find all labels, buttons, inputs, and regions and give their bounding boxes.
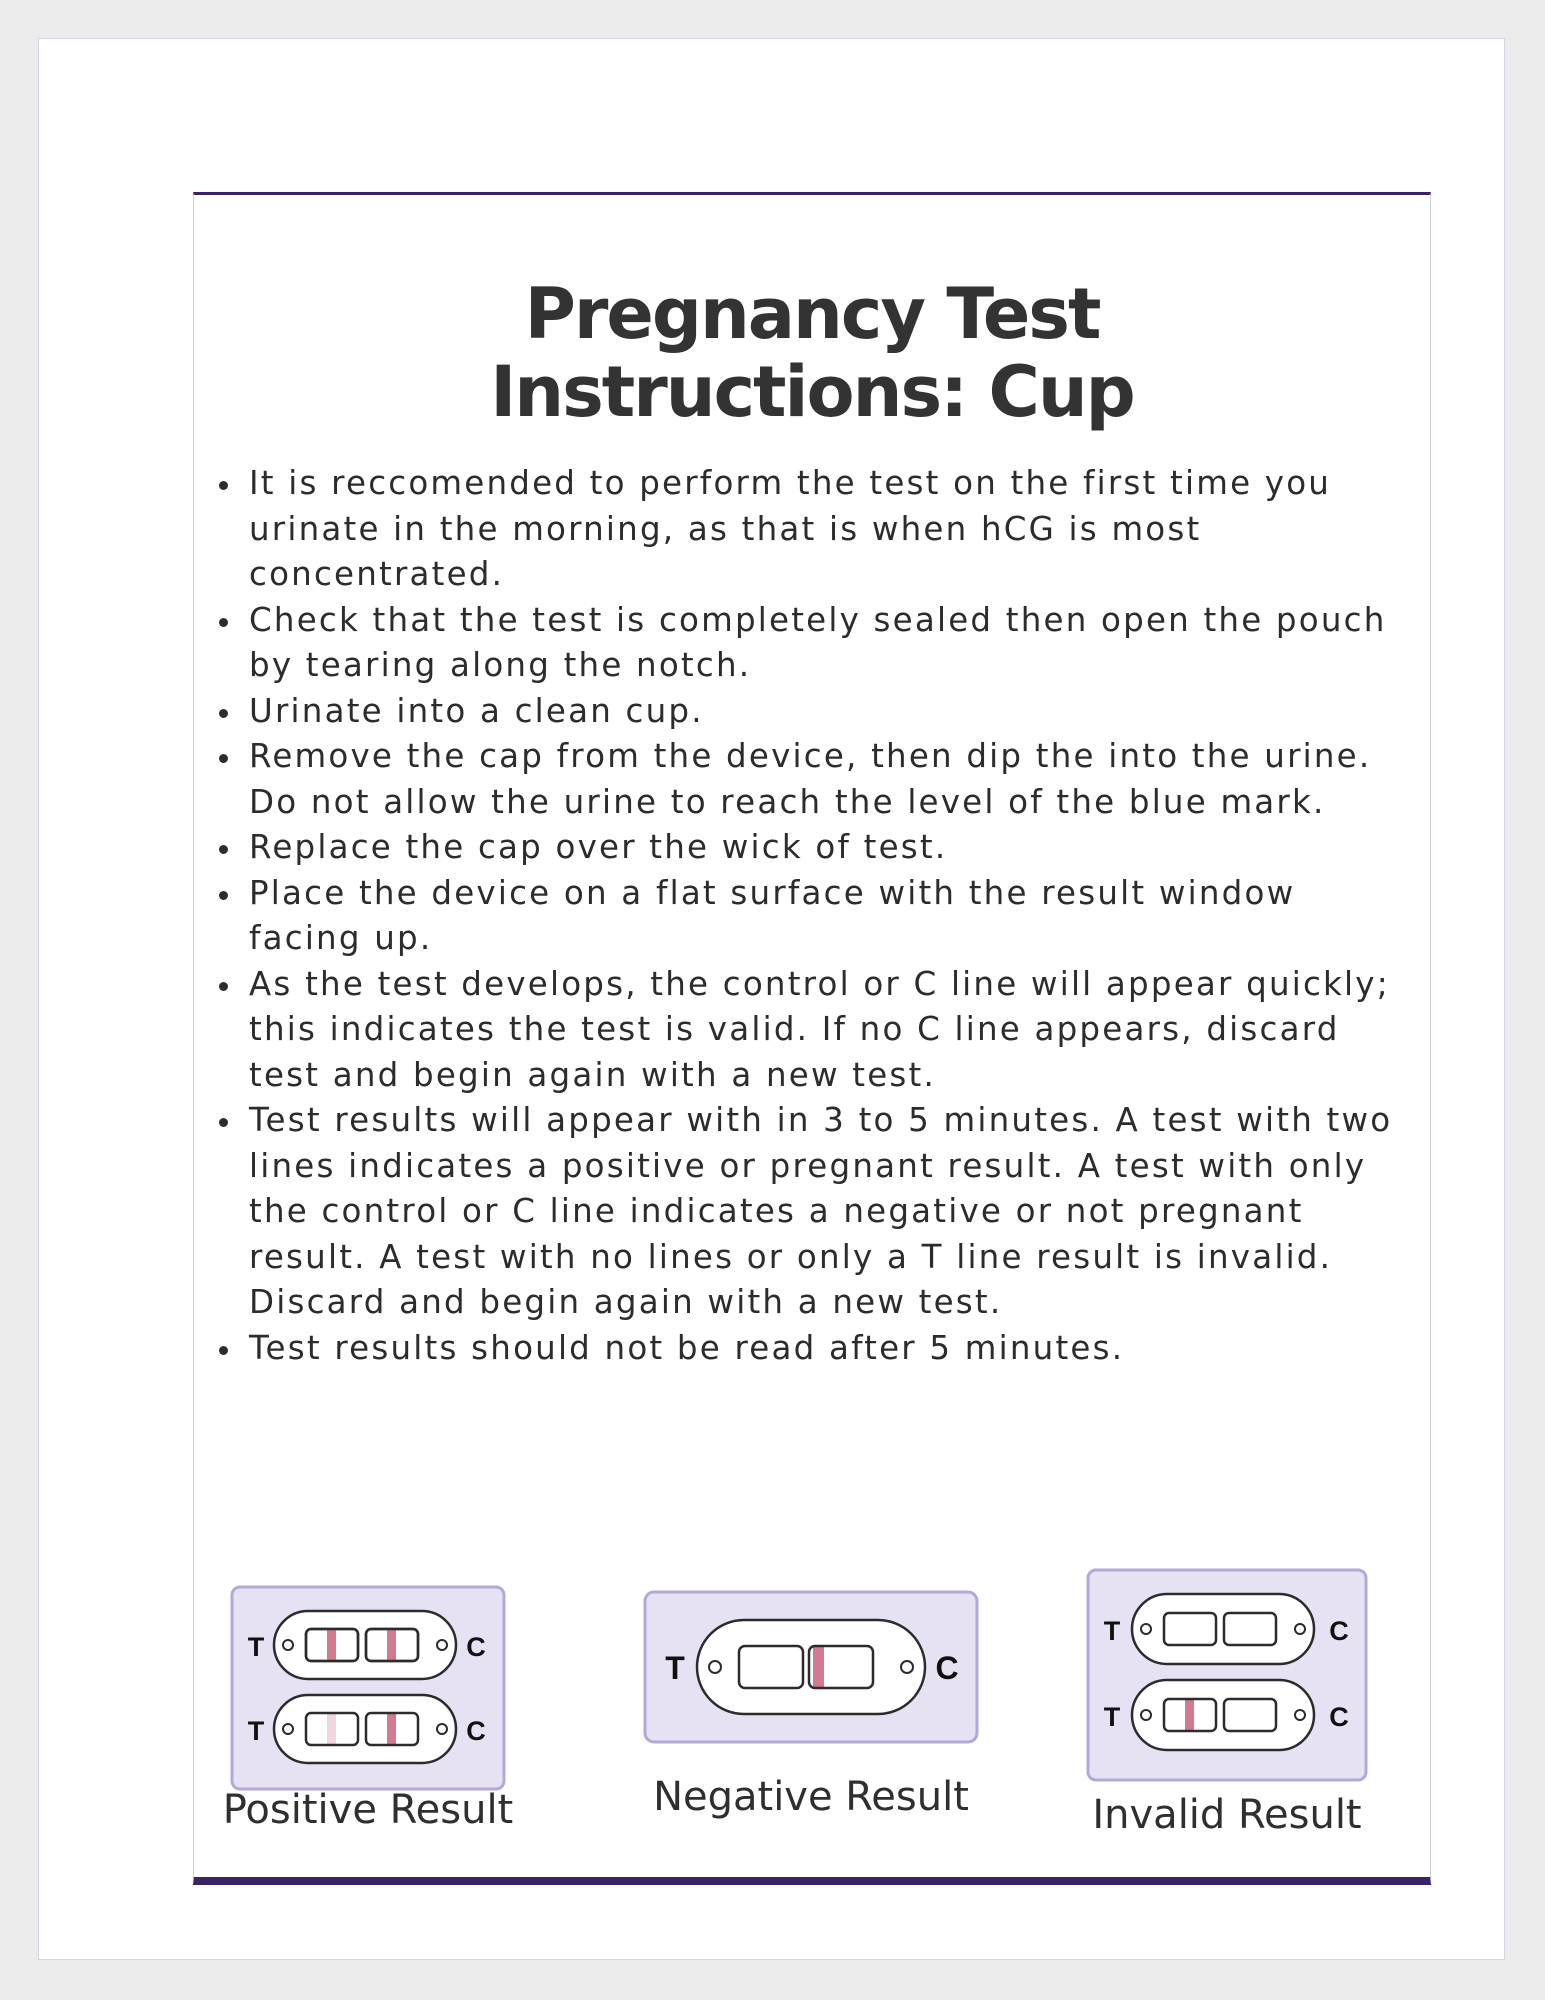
instruction-step: It is reccomended to perform the test on the first time you urinate in the morning, as that is when hCG is most concentrated. bbox=[249, 461, 1419, 598]
title-line-2: Instructions: Cup bbox=[490, 351, 1134, 433]
instruction-step: Place the device on a flat surface with the result window facing up. bbox=[249, 871, 1419, 962]
invalid-result-label: Invalid Result bbox=[1092, 1792, 1362, 1838]
instruction-card bbox=[193, 192, 1431, 1885]
c-marker: C bbox=[1329, 1702, 1349, 1732]
instruction-step: Test results will appear with in 3 to 5 minutes. A test with two lines indicates a positive or pregnant result. A test with only the control or C line indicates a negative or not pregnant result. A test with no lines or only a T line result is invalid. Discard and begin again with a new test. bbox=[249, 1098, 1419, 1326]
positive-test-illustration bbox=[230, 1585, 506, 1791]
c-marker: C bbox=[1329, 1616, 1349, 1646]
invalid-result bbox=[1086, 1568, 1368, 1838]
negative-result bbox=[643, 1590, 979, 1820]
instruction-list bbox=[249, 461, 1419, 1371]
invalid-test-illustration bbox=[1086, 1568, 1368, 1782]
c-marker: C bbox=[466, 1632, 486, 1662]
negative-test-illustration bbox=[643, 1590, 979, 1744]
instruction-step: Replace the cap over the wick of test. bbox=[249, 825, 1419, 871]
page-title bbox=[194, 275, 1430, 431]
instruction-step: Remove the cap from the device, then dip the into the urine. Do not allow the urine to reach the level of the blue mark. bbox=[249, 734, 1419, 825]
instruction-step: Urinate into a clean cup. bbox=[249, 689, 1419, 735]
t-marker: T bbox=[665, 1650, 685, 1686]
c-marker: C bbox=[935, 1650, 959, 1686]
t-marker: T bbox=[1103, 1616, 1121, 1646]
c-marker: C bbox=[466, 1716, 486, 1746]
t-marker: T bbox=[1103, 1702, 1121, 1732]
positive-result-label: Positive Result bbox=[222, 1787, 514, 1833]
instruction-step: Check that the test is completely sealed then open the pouch by tearing along the notch. bbox=[249, 598, 1419, 689]
title-line-1: Pregnancy Test bbox=[524, 273, 1100, 355]
t-marker: T bbox=[247, 1632, 265, 1662]
negative-result-label: Negative Result bbox=[653, 1774, 969, 1820]
instruction-step: Test results should not be read after 5 minutes. bbox=[249, 1326, 1419, 1372]
positive-result bbox=[222, 1585, 514, 1833]
instruction-step: As the test develops, the control or C line will appear quickly; this indicates the test is valid. If no C line appears, discard test and begin again with a new test. bbox=[249, 962, 1419, 1099]
t-marker: T bbox=[247, 1716, 265, 1746]
page-sheet bbox=[38, 38, 1505, 1960]
